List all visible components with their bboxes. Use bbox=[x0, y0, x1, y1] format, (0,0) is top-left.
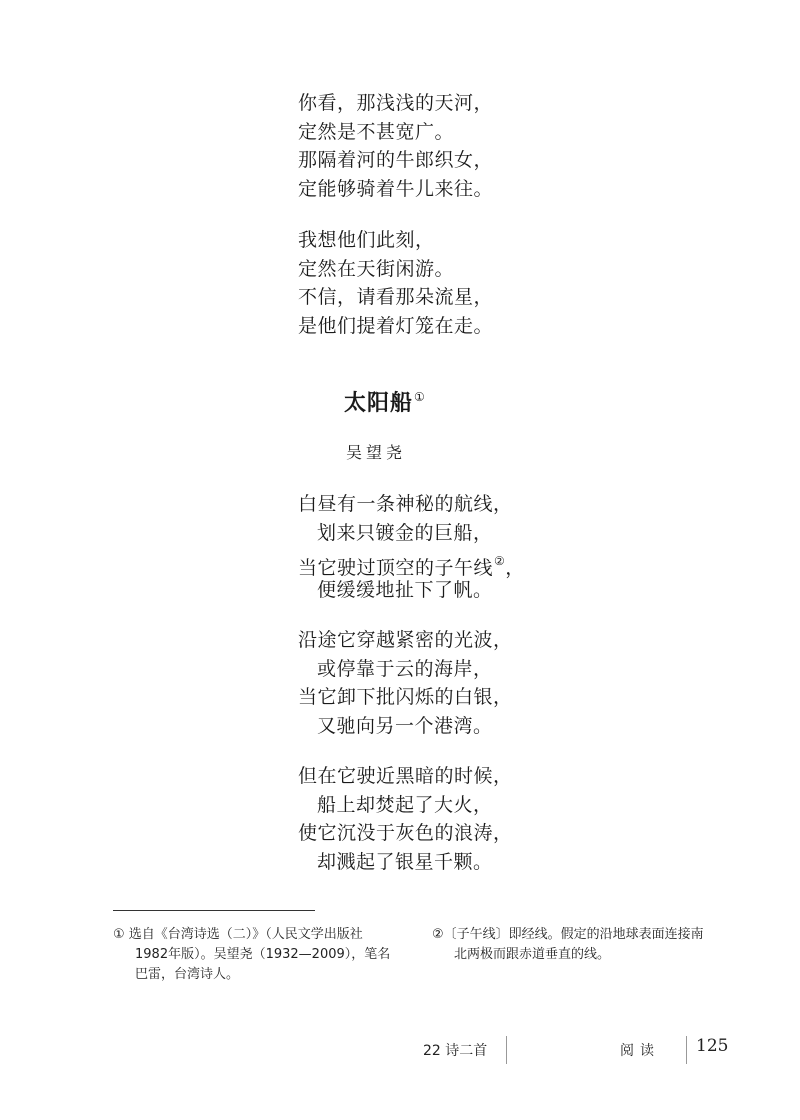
poem-line: 划来只镀金的巨船， bbox=[317, 521, 493, 544]
poem2-stanza-2 bbox=[298, 626, 513, 740]
poem-line: 定然在天街闲游。 bbox=[298, 257, 455, 280]
poem1-stanza-1 bbox=[298, 89, 493, 203]
poem-line: 那隔着河的牛郎织女， bbox=[298, 149, 494, 171]
poem-line: 沿途它穿越紧密的光波， bbox=[298, 629, 513, 651]
poem-line-text: 当它驶过顶空的子午线 bbox=[298, 557, 494, 579]
poem-line: 你看，那浅浅的天河， bbox=[298, 92, 494, 114]
footnote-line: 巴雷，台湾诗人。 bbox=[135, 967, 240, 982]
poem-line: 定能够骑着牛儿来往。 bbox=[298, 177, 494, 200]
poem-title-text: 太阳船 bbox=[344, 391, 414, 416]
footer-divider bbox=[686, 1036, 687, 1064]
footnote-text: 〔子午线〕即经线。假定的沿地球表面连接南 bbox=[443, 927, 704, 942]
footer-lesson-title: 22 诗二首 bbox=[423, 1043, 488, 1059]
footnote-2 bbox=[432, 925, 732, 965]
poem-line: 但在它驶近黑暗的时候， bbox=[298, 765, 513, 787]
poem-line: 船上却焚起了大火， bbox=[317, 793, 493, 816]
poem-line: 使它沉没于灰色的浪涛， bbox=[298, 822, 513, 844]
footer-divider bbox=[506, 1036, 507, 1064]
poem-line: 是他们提着灯笼在走。 bbox=[298, 314, 494, 337]
poem1-stanza-2 bbox=[298, 226, 493, 340]
footnote-line bbox=[113, 925, 413, 945]
footnote-marker: ② bbox=[432, 927, 444, 942]
poem-line: 定然是不甚宽广。 bbox=[298, 120, 455, 143]
footnote-marker: ① bbox=[113, 927, 125, 942]
footnote-line: 1982年版）。吴望尧（1932—2009），笔名 bbox=[135, 947, 391, 962]
poem-author: 吴望尧 bbox=[346, 443, 407, 462]
title-footnote-marker[interactable]: ① bbox=[414, 390, 426, 404]
footnote-1 bbox=[113, 925, 413, 985]
footnote-text: 选自《台湾诗选（二）》（人民文学出版社 bbox=[128, 927, 363, 942]
poem-line: 不信，请看那朵流星， bbox=[298, 286, 494, 308]
poem-line: 当它卸下批闪烁的白银， bbox=[298, 686, 513, 708]
footer-section-name: 阅读 bbox=[620, 1043, 660, 1059]
poem-line-tail: ， bbox=[505, 557, 525, 579]
footnote-line: 北两极而跟赤道垂直的线。 bbox=[454, 947, 611, 962]
footnote-line bbox=[432, 925, 732, 945]
line-footnote-marker[interactable]: ② bbox=[494, 554, 506, 568]
poem-line: 却溅起了银星千颗。 bbox=[317, 850, 493, 873]
poem-title bbox=[344, 386, 426, 417]
poem2-stanza-1 bbox=[298, 490, 525, 604]
page-number: 125 bbox=[696, 1036, 729, 1056]
poem-line: 便缓缓地扯下了帆。 bbox=[317, 578, 493, 601]
footnote-divider bbox=[113, 910, 315, 911]
poem-line-with-note bbox=[298, 547, 525, 579]
poem-line: 或停靠于云的海岸， bbox=[317, 657, 493, 680]
poem2-stanza-3 bbox=[298, 762, 513, 876]
poem-line: 又驰向另一个港湾。 bbox=[317, 714, 493, 737]
poem-line: 我想他们此刻， bbox=[298, 229, 435, 251]
poem-line: 白昼有一条神秘的航线， bbox=[298, 493, 513, 515]
